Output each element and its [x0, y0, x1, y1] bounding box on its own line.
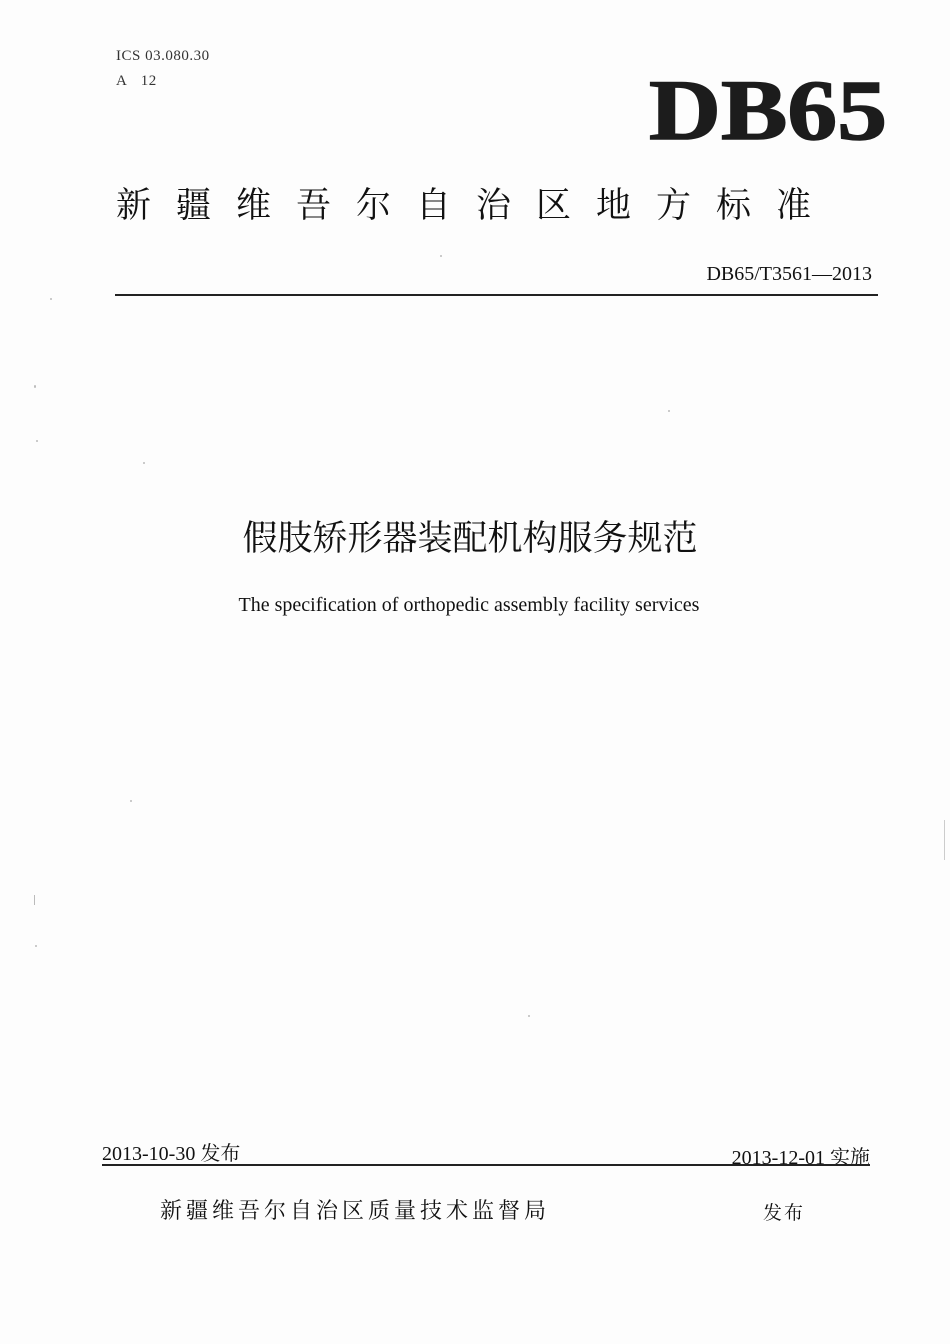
document-title-english: The specification of orthopedic assembly facility services: [238, 594, 700, 616]
db65-logo: [645, 66, 890, 146]
scan-speck: [35, 945, 37, 947]
svg-text:DB65: DB65: [649, 66, 887, 146]
standard-type-heading: 新疆维吾尔自治区地方标准: [116, 186, 837, 226]
scan-edge-mark: [944, 820, 945, 860]
scan-speck: [143, 462, 145, 464]
scan-speck: [440, 255, 442, 257]
ics-code: ICS 03.080.30: [116, 48, 210, 64]
header-divider: [115, 294, 878, 296]
scan-speck: [50, 298, 52, 300]
scan-speck: [34, 385, 36, 388]
issuing-authority: 新疆维吾尔自治区质量技术监督局: [160, 1199, 551, 1224]
implementation-date: 2013-12-01 实施: [731, 1147, 870, 1169]
scan-speck: [130, 800, 132, 802]
issue-action-label: 发布: [763, 1202, 806, 1224]
document-title-chinese: 假肢矫形器装配机构服务规范: [242, 519, 698, 559]
scan-speck: [34, 895, 35, 905]
classification-code: A 12: [116, 73, 157, 89]
scan-speck: [36, 440, 38, 442]
scan-speck: [528, 1015, 530, 1017]
issue-date: 2013-10-30 发布: [102, 1143, 241, 1165]
scan-speck: [668, 410, 670, 412]
standard-number: DB65/T3561—2013: [706, 263, 872, 285]
footer-divider: [102, 1164, 870, 1166]
